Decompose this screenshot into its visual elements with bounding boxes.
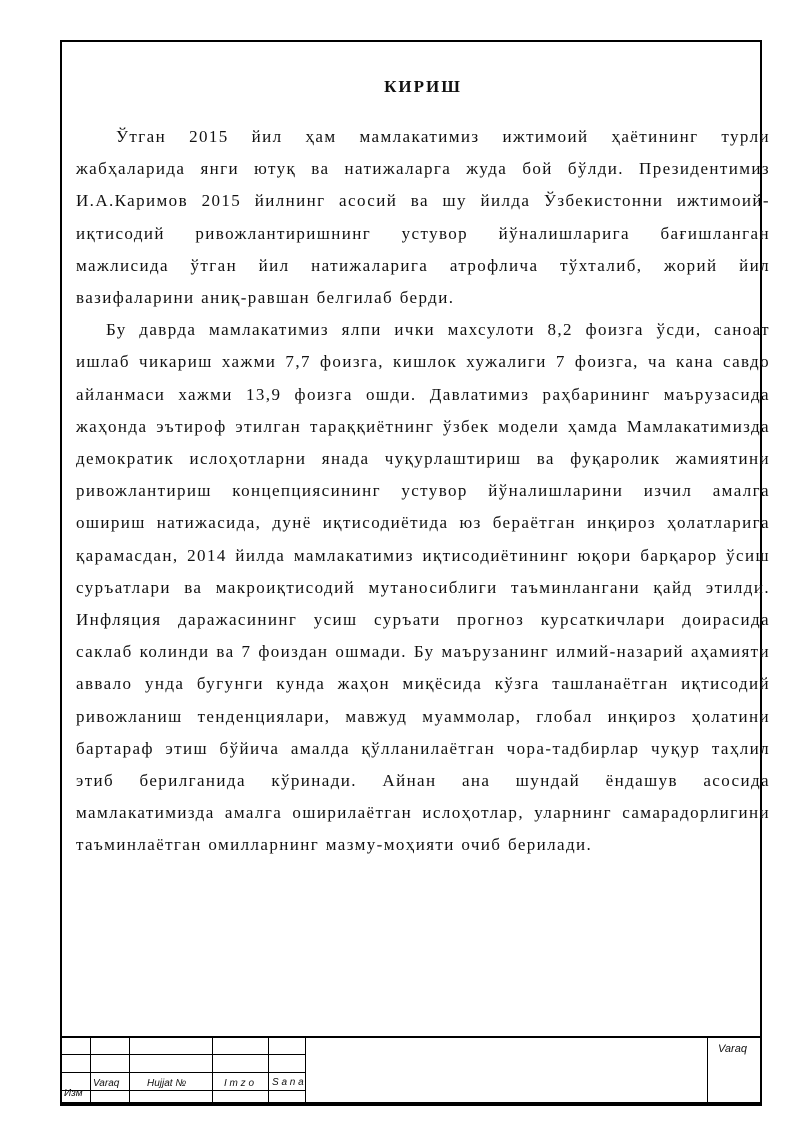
stamp-izm-label: Изм bbox=[64, 1088, 83, 1099]
stamp-hujjat-label: Hujjat № bbox=[147, 1078, 187, 1089]
document-body bbox=[76, 72, 770, 862]
stamp-sheet-label: Varaq bbox=[718, 1043, 747, 1055]
title-block-stamp bbox=[60, 1036, 762, 1106]
stamp-imzo-label: I m z o bbox=[224, 1078, 255, 1089]
document-title: КИРИШ bbox=[384, 77, 462, 96]
paragraph-1: Ўтган 2015 йил ҳам мамлакатимиз ижтимоий ҳаётининг турли жабҳаларида янги ютуқ ва натижаларга жуда бой бўлди. Президентимиз И.А.Каримов 2015 йилнинг асосий ва шу йилда Ўзбекистонни ижтимоий-иқтисодий ривожлантиришнинг устувор йўналишларига бағишланган мажлисида ўтган йил натижаларига атрофлича тўхталиб, жорий йил вазифаларини аниқ-равшан белгилаб берди. bbox=[76, 127, 770, 308]
paragraph-2: Бу даврда мамлакатимиз ялпи ички махсулоти 8,2 фоизга ўсди, саноат ишлаб чикариш хажми 7,7 фоизга, кишлок хужалиги 7 фоизга, ча кана савдо айланмаси хажми 13,9 фоизга ошди. Давлатимиз раҳбарининг маърузасида жаҳонда эътироф этилган тараққиётнинг ўзбек модели ҳамда Мамлакатимизда демократик ислоҳотларни янада чуқурлаштириш ва фуқаролик жамиятини ривожлантириш концепциясининг устувор йўналишларини изчил амалга ошириш натижасида, дунё иқтисодиётида юз бераётган инқироз ҳолатларига қарамасдан, 2014 йилда мамлакатимиз иқтисодиётининг юқори барқарор ўсиш суръатлари ва макроиқтисодий мутаносиблиги таъминлангани қайд этилди. Инфляция даражасининг усиш суръати прогноз курсаткичлари доирасида саклаб колинди ва 7 фоиздан ошмади. Бу маърузанинг илмий-назарий аҳамияти аввало унда бугунги кунда жаҳон миқёсида кўзга ташланаётган иқтисодий ривожланиш тенденциялари, мавжуд муаммолар, глобал инқироз ҳолатини бартараф этиш бўйича амалда қўлланилаётган чора-тадбирлар чуқур таҳлил этиб берилганида кўринади. Айнан ана шундай ёндашув асосида мамлакатимизда амалга оширилаётган ислоҳотлар, уларнинг самарадорлигини таъминлаётган омилларнинг мазму-моҳияти очиб берилади. bbox=[76, 320, 770, 855]
stamp-sana-label: S a n a bbox=[272, 1077, 304, 1088]
stamp-varaq-label: Varaq bbox=[93, 1078, 120, 1089]
